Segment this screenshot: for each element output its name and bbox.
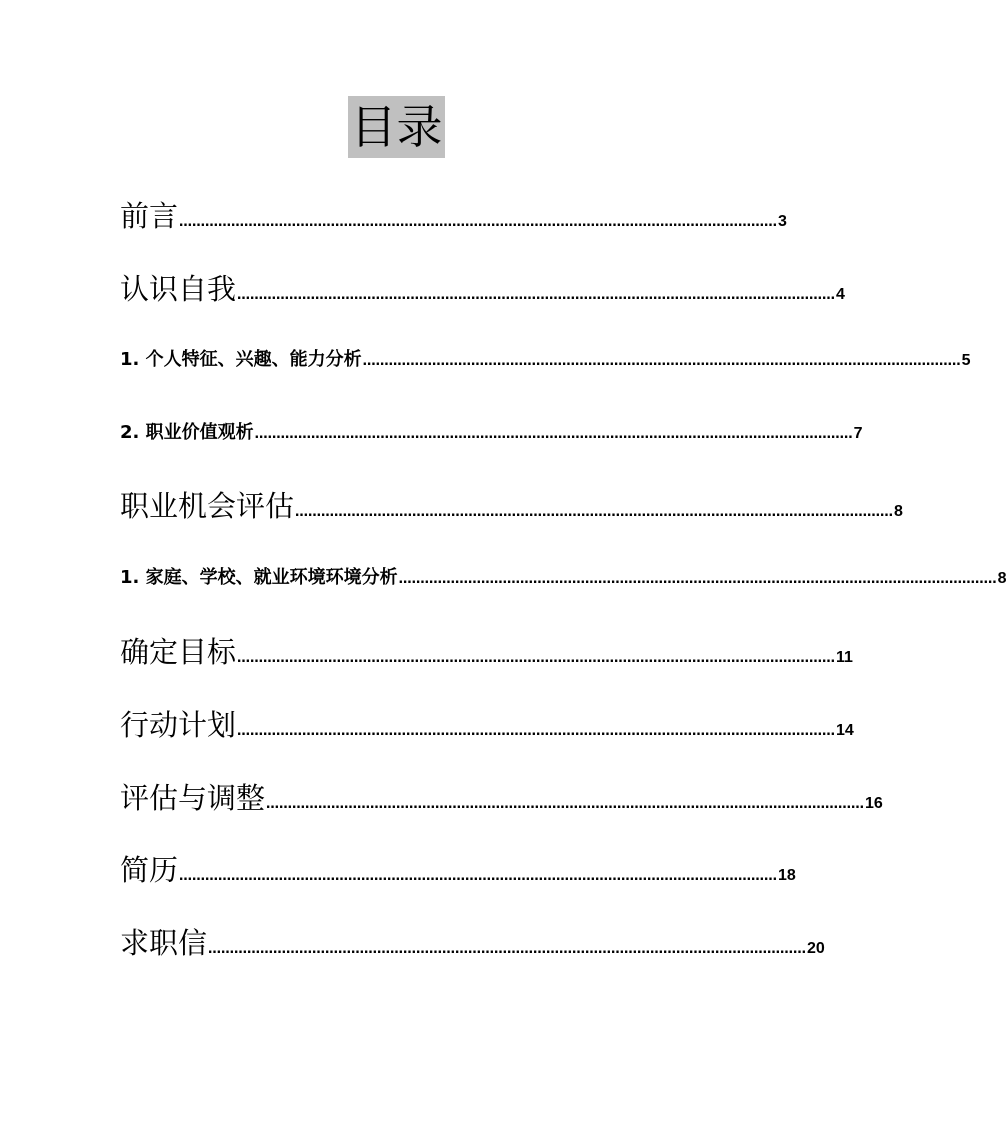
toc-entry-label: 2. 职业价值观析 [120,422,254,443]
toc-page-number: 8 [997,570,1007,587]
toc-title-box [348,96,445,158]
toc-page-number: 3 [778,213,787,230]
toc-entry-personal-traits[interactable] [120,345,971,371]
toc-page-number: 5 [961,352,971,369]
toc-entry-label: 认识自我 [120,272,237,306]
toc-leader-dots: ………………………………………………………………………………………………………………………… [237,724,836,739]
toc-entry-label: 行动计划 [120,708,237,742]
toc-leader-dots: ………………………………………………………………………………………………………………………… [179,869,778,884]
toc-page-number: 7 [853,425,863,442]
toc-page-number: 14 [836,722,854,739]
toc-leader-dots: ………………………………………………………………………………………………………………………… [398,572,997,587]
toc-leader-dots: ………………………………………………………………………………………………………………………… [179,215,778,230]
toc-leader-dots: ………………………………………………………………………………………………………………………… [254,427,853,442]
toc-entry-label: 前言 [120,199,179,233]
toc-entry-label: 求职信 [120,926,208,960]
toc-leader-dots: ………………………………………………………………………………………………………………………… [208,942,807,957]
toc-entry-label: 1. 家庭、学校、就业环境环境分析 [120,567,398,588]
toc-entry-cover-letter[interactable] [120,921,825,962]
toc-page-number: 16 [865,795,883,812]
toc-title: 目录 [350,100,443,154]
toc-leader-dots: ………………………………………………………………………………………………………………………… [266,797,865,812]
toc-entry-action-plan[interactable] [120,703,854,744]
toc-entry-label: 评估与调整 [120,781,266,815]
toc-entry-self-awareness[interactable] [120,267,845,308]
toc-entry-label: 1. 个人特征、兴趣、能力分析 [120,349,362,370]
toc-page-number: 18 [778,867,796,884]
toc-leader-dots: ………………………………………………………………………………………………………………………… [237,651,836,666]
toc-entry-career-opportunities[interactable] [120,484,903,525]
toc-page-number: 11 [836,649,853,666]
toc-entry-preface[interactable] [120,194,787,235]
toc-entry-set-goals[interactable] [120,630,853,671]
toc-entry-label: 简历 [120,853,179,887]
toc-leader-dots: ………………………………………………………………………………………………………………………… [237,288,836,303]
toc-page-number: 20 [807,940,825,957]
toc-entry-resume[interactable] [120,848,796,889]
toc-entry-career-values[interactable] [120,418,863,444]
toc-leader-dots: ………………………………………………………………………………………………………………………… [362,354,961,369]
toc-entry-label: 确定目标 [120,635,237,669]
toc-entry-evaluation-adjustment[interactable] [120,776,883,817]
toc-entry-label: 职业机会评估 [120,489,295,523]
toc-leader-dots: ………………………………………………………………………………………………………………………… [295,505,894,520]
toc-page-number: 4 [836,286,845,303]
toc-entry-environment-analysis[interactable] [120,563,1007,589]
toc-page-number: 8 [894,503,903,520]
